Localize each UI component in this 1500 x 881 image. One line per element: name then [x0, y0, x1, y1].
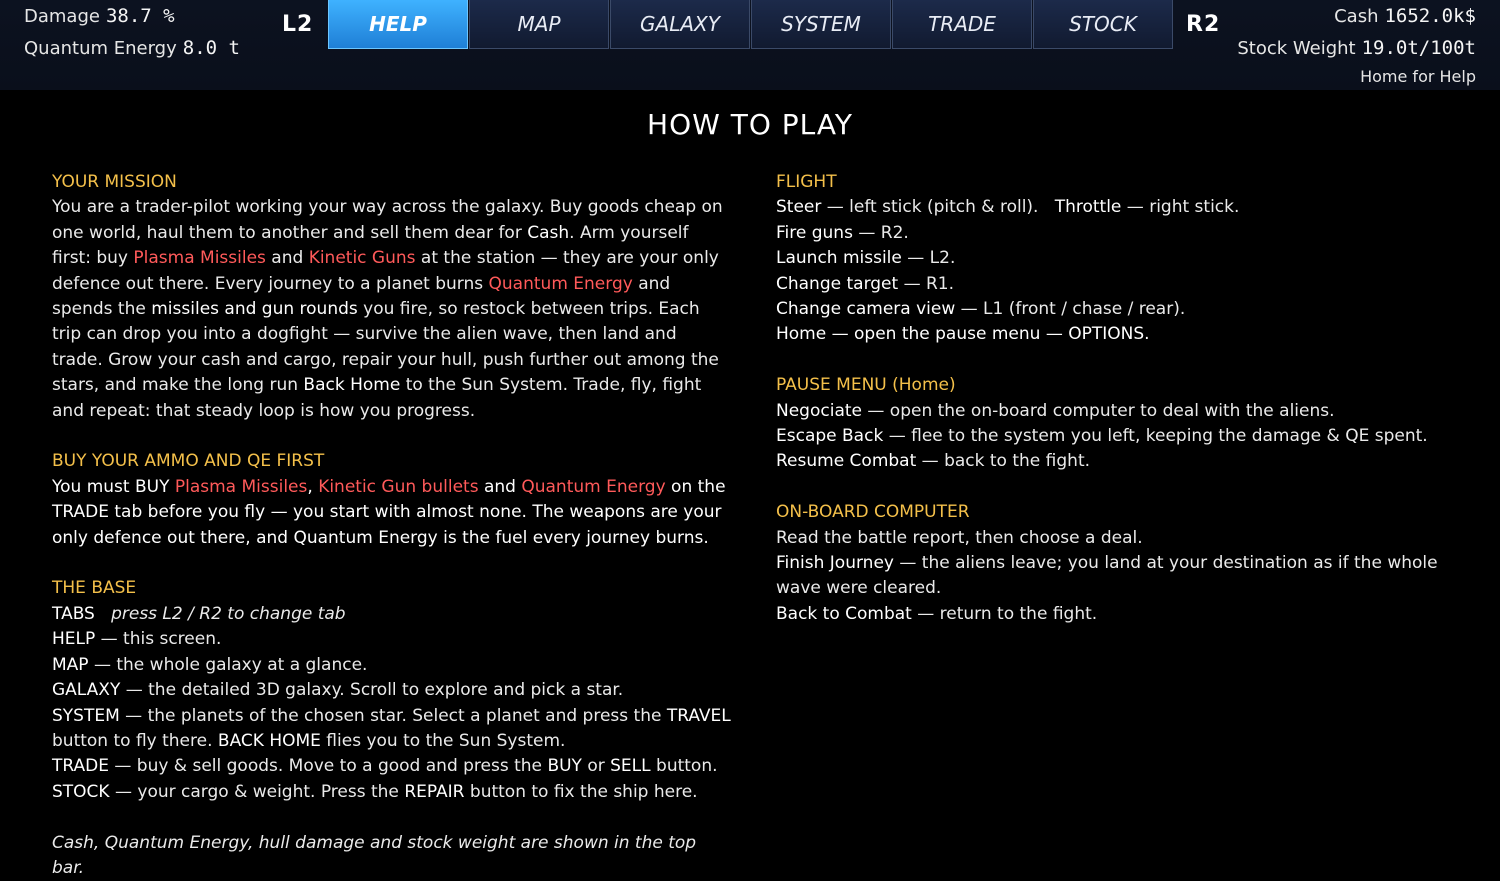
r2-shoulder-button[interactable]: R2	[1186, 12, 1221, 37]
ammo-text: ,	[307, 476, 319, 497]
ammo-kinetic: Kinetic Gun bullets	[318, 476, 479, 497]
mission-kinetic: Kinetic Guns	[308, 248, 416, 269]
top-bar	[0, 0, 1500, 90]
flight-home-line: Home — open the pause menu — OPTIONS.	[776, 324, 1150, 345]
help-key: HELP	[52, 629, 96, 650]
pause-negociate-line	[776, 399, 1466, 424]
mission-text: at the station — they are your only defence out there. Every journey to a planet burns	[52, 248, 719, 294]
mission-back-home: Back Home	[303, 375, 401, 396]
negociate-key: Negociate	[776, 400, 862, 421]
help-hint: Home for Help	[1360, 67, 1476, 86]
flight-launch-line	[776, 246, 1466, 271]
damage-stat	[24, 5, 175, 27]
pause-heading: PAUSE MENU (Home)	[776, 375, 956, 396]
mission-qe: Quantum Energy	[488, 273, 633, 294]
resume-text: — back to the fight.	[916, 451, 1091, 472]
finish-key: Finish Journey	[776, 553, 894, 574]
target-key: Change target	[776, 273, 899, 294]
ammo-text: and	[478, 476, 522, 497]
mission-text: to the Sun System. Trade, fly, fight and repeat: that steady loop is how you progress.	[52, 375, 702, 421]
base-help-line	[52, 627, 732, 652]
system-text: button to fly there.	[52, 730, 218, 751]
galaxy-key: GALAXY	[52, 680, 121, 701]
fire-text: — R2.	[852, 222, 909, 243]
ammo-plasma: Plasma Missiles	[174, 476, 308, 497]
galaxy-text: — the detailed 3D galaxy. Scroll to explore and pick a star.	[120, 680, 624, 701]
right-column	[776, 170, 1466, 627]
camera-key: Change camera view	[776, 299, 956, 320]
ammo-qe: Quantum Energy	[521, 476, 666, 497]
tab-help[interactable]: HELP	[328, 0, 468, 49]
launch-key: Launch missile	[776, 248, 902, 269]
ammo-text: on the TRADE tab before you fly — you start with almost none. The weapons are your only defence out there, and Quantum Energy is the fuel every journey burns.	[52, 476, 726, 548]
repair-key: REPAIR	[404, 781, 465, 802]
pause-resume-line	[776, 449, 1466, 474]
stock-weight-stat	[1237, 37, 1476, 59]
finish-text: — the aliens leave; you land at your destination as if the whole wave were cleared.	[776, 553, 1438, 599]
travel-key: TRAVEL	[666, 705, 731, 726]
tab-galaxy[interactable]: GALAXY	[610, 0, 750, 49]
quantum-energy-stat	[24, 37, 240, 59]
mission-text: You are a trader-pilot working your way across the galaxy. Buy goods cheap on one world, haul them to another and sell them dear for	[52, 197, 723, 243]
base-galaxy-line	[52, 678, 732, 703]
tab-trade[interactable]: TRADE	[892, 0, 1032, 49]
tab-bar	[328, 0, 1174, 50]
back-combat-text: — return to the fight.	[911, 603, 1098, 624]
escape-text: — flee to the system you left, keeping the damage & QE spent.	[883, 426, 1428, 447]
base-heading: THE BASE	[52, 578, 137, 599]
base-trade-line	[52, 754, 732, 779]
target-text: — R1.	[898, 273, 955, 294]
mission-text: and	[265, 248, 309, 269]
stock-weight-label: Stock Weight	[1237, 38, 1356, 59]
mission-plasma: Plasma Missiles	[133, 248, 266, 269]
base-map-line	[52, 653, 732, 678]
ammo-heading: BUY YOUR AMMO AND QE FIRST	[52, 451, 325, 472]
mission-paragraph	[52, 195, 732, 424]
ammo-paragraph	[52, 475, 732, 551]
computer-finish-line	[776, 551, 1466, 602]
base-system-line	[52, 704, 732, 755]
mission-text: . Arm yourself first: buy	[52, 222, 689, 269]
cash-value: 1652.0k$	[1384, 5, 1476, 27]
help-text: — this screen.	[95, 629, 222, 650]
computer-back-line	[776, 602, 1466, 627]
flight-target-line	[776, 272, 1466, 297]
l2-shoulder-button[interactable]: L2	[282, 12, 314, 37]
flight-steer-line	[776, 195, 1466, 220]
mission-missiles: missiles and gun rounds	[151, 299, 358, 320]
stock-text: — your cargo & weight. Press the	[109, 781, 405, 802]
page-title: HOW TO PLAY	[647, 108, 853, 141]
trade-text: or	[581, 756, 611, 777]
damage-label: Damage	[24, 6, 100, 27]
system-key: SYSTEM	[52, 705, 120, 726]
left-column	[52, 170, 732, 881]
mission-text: you fire, so restock between trips. Each trip can drop you into a dogfight — survive the alien wave, then land and trade. Grow your cash and cargo, repair your hull, push further out among the stars, and make the long run	[52, 299, 719, 396]
stock-text: button to fix the ship here.	[464, 781, 698, 802]
resume-key: Resume Combat	[776, 451, 917, 472]
throttle-key: Throttle	[1054, 197, 1122, 218]
tab-system[interactable]: SYSTEM	[751, 0, 891, 49]
trade-text: — buy & sell goods. Move to a good and press the	[108, 756, 548, 777]
tabs-label: TABS	[52, 603, 95, 624]
stock-key: STOCK	[52, 781, 110, 802]
back-home-key: BACK HOME	[217, 730, 321, 751]
base-stock-line	[52, 780, 732, 805]
quantum-energy-label: Quantum Energy	[24, 38, 177, 59]
flight-heading: FLIGHT	[776, 172, 837, 192]
tab-map[interactable]: MAP	[469, 0, 609, 49]
cash-stat	[1334, 5, 1476, 27]
mission-heading: YOUR MISSION	[52, 172, 177, 192]
mission-text: and spends the	[52, 273, 671, 320]
cash-label: Cash	[1334, 6, 1379, 27]
base-footer-note: Cash, Quantum Energy, hull damage and stock weight are shown in the top bar.	[52, 832, 697, 878]
steer-text: — left stick (pitch & roll).	[821, 197, 1039, 218]
steer-key: Steer	[776, 197, 822, 218]
mission-cash: Cash	[527, 222, 570, 243]
back-combat-key: Back to Combat	[776, 603, 912, 624]
stock-weight-value: 19.0t/100t	[1361, 37, 1476, 59]
base-tabs-line	[52, 602, 732, 627]
fire-key: Fire guns	[776, 222, 853, 243]
flight-fire-line	[776, 221, 1466, 246]
throttle-text: — right stick.	[1121, 197, 1240, 218]
system-text: — the planets of the chosen star. Select a planet and press the	[119, 705, 667, 726]
sell-key: SELL	[610, 756, 651, 777]
buy-key: BUY	[547, 756, 582, 777]
computer-heading: ON-BOARD COMPUTER	[776, 502, 970, 523]
pause-escape-line	[776, 424, 1466, 449]
negociate-text: — open the on-board computer to deal with the aliens.	[861, 400, 1335, 421]
trade-text: button.	[650, 756, 718, 777]
quantum-energy-value: 8.0 t	[182, 37, 240, 59]
map-key: MAP	[52, 654, 89, 675]
tabs-hint: press L2 / R2 to change tab	[111, 603, 346, 624]
escape-key: Escape Back	[776, 426, 884, 447]
computer-line-1: Read the battle report, then choose a deal.	[776, 527, 1143, 548]
damage-value: 38.7 %	[105, 5, 175, 27]
ammo-text: You must BUY	[52, 476, 175, 497]
launch-text: — L2.	[901, 248, 956, 269]
system-text: flies you to the Sun System.	[320, 730, 566, 751]
trade-key: TRADE	[52, 756, 109, 777]
tab-stock[interactable]: STOCK	[1033, 0, 1173, 49]
map-text: — the whole galaxy at a glance.	[88, 654, 368, 675]
camera-text: — L1 (front / chase / rear).	[955, 299, 1186, 320]
flight-camera-line	[776, 297, 1466, 322]
